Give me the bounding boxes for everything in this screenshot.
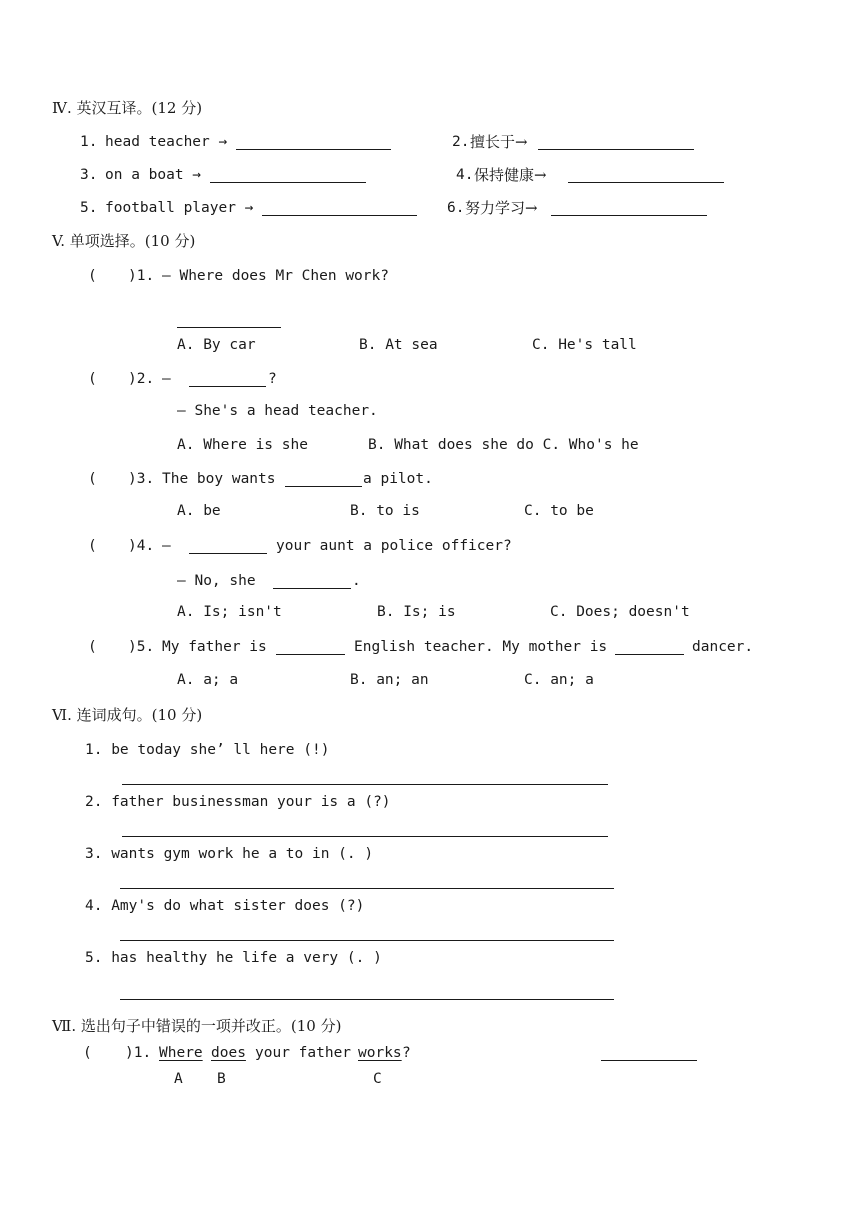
s7-q1-question-mark: ? bbox=[402, 1045, 411, 1061]
s5-q2-paren[interactable]: ( bbox=[88, 371, 97, 387]
s4-item-1-text: head teacher → bbox=[105, 134, 228, 150]
s5-q5-option-a: A. a; a bbox=[177, 672, 239, 688]
s5-q3-blank[interactable] bbox=[285, 486, 362, 487]
s4-item-4-blank[interactable] bbox=[568, 182, 724, 183]
s5-q3-number: )3. bbox=[128, 471, 155, 487]
s5-q3-option-a: A. be bbox=[177, 503, 221, 519]
s4-item-4-number: 4. bbox=[456, 167, 474, 183]
s4-item-6-text: 努力学习→ bbox=[465, 199, 538, 217]
s6-item-4-answer-line[interactable] bbox=[120, 940, 614, 941]
s5-q5-text: My father is bbox=[162, 639, 267, 655]
s5-q2-option-a: A. Where is she bbox=[177, 437, 308, 453]
s4-item-4-text: 保持健康→ bbox=[474, 166, 547, 184]
section-7-title: Ⅶ. 选出句子中错误的一项并改正。(10 分) bbox=[52, 1017, 342, 1035]
s5-q5-option-c: C. an; a bbox=[524, 672, 594, 688]
s5-q4-paren[interactable]: ( bbox=[88, 538, 97, 554]
s5-q4-reply: — No, she bbox=[177, 573, 256, 589]
s5-q5-blank-2[interactable] bbox=[615, 654, 684, 655]
s5-q5-number: )5. bbox=[128, 639, 155, 655]
s5-q4-blank-1[interactable] bbox=[189, 553, 267, 554]
s5-q1-paren[interactable]: ( bbox=[88, 268, 97, 284]
s6-item-3: 3. wants gym work he a to in (. ) bbox=[85, 846, 374, 862]
s5-q2-reply: — She's a head teacher. bbox=[177, 403, 378, 419]
s4-item-2-blank[interactable] bbox=[538, 149, 694, 150]
s6-item-3-answer-line[interactable] bbox=[120, 888, 614, 889]
s5-q5-text-end: dancer. bbox=[692, 639, 754, 655]
s7-q1-word-c: works bbox=[358, 1045, 402, 1061]
s7-q1-word-b: does bbox=[211, 1045, 246, 1061]
s5-q1-answer-blank[interactable] bbox=[177, 327, 281, 328]
s7-q1-number: )1. bbox=[125, 1045, 152, 1061]
s6-item-5-answer-line[interactable] bbox=[120, 999, 614, 1000]
s6-item-4: 4. Amy's do what sister does (?) bbox=[85, 898, 365, 914]
s5-q3-paren[interactable]: ( bbox=[88, 471, 97, 487]
s7-q1-label-c: C bbox=[373, 1071, 382, 1087]
s5-q4-text-end: your aunt a police officer? bbox=[276, 538, 512, 554]
s5-q4-reply-end: . bbox=[352, 573, 361, 589]
s5-q5-blank-1[interactable] bbox=[276, 654, 345, 655]
s5-q4-blank-2[interactable] bbox=[273, 588, 351, 589]
s5-q3-option-c: C. to be bbox=[524, 503, 594, 519]
s5-q1-option-a: A. By car bbox=[177, 337, 256, 353]
s4-item-5-blank[interactable] bbox=[262, 215, 417, 216]
s5-q5-option-b: B. an; an bbox=[350, 672, 429, 688]
s4-item-5-text: football player → bbox=[105, 200, 254, 216]
s5-q5-paren[interactable]: ( bbox=[88, 639, 97, 655]
s6-item-1-answer-line[interactable] bbox=[122, 784, 608, 785]
s7-q1-correction-blank[interactable] bbox=[601, 1060, 697, 1061]
section-5-title: V. 单项选择。(10 分) bbox=[52, 232, 196, 250]
s5-q2-option-b: B. What does she do C. Who's he bbox=[368, 437, 639, 453]
s7-q1-label-b: B bbox=[217, 1071, 226, 1087]
s4-item-3-number: 3. bbox=[80, 167, 98, 183]
s4-item-1-number: 1. bbox=[80, 134, 98, 150]
s7-q1-word-a: Where bbox=[159, 1045, 203, 1061]
s4-item-1-blank[interactable] bbox=[236, 149, 391, 150]
s6-item-1: 1. be today she’ ll here (!) bbox=[85, 742, 330, 758]
s5-q5-text-mid: English teacher. My mother is bbox=[354, 639, 608, 655]
s5-q3-text-end: a pilot. bbox=[363, 471, 433, 487]
s5-q2-text: — bbox=[162, 371, 171, 387]
s5-q1-number: )1. bbox=[128, 268, 155, 284]
s4-item-6-number: 6. bbox=[447, 200, 465, 216]
s5-q4-option-c: C. Does; doesn't bbox=[550, 604, 690, 620]
section-4-title: Ⅳ. 英汉互译。(12 分) bbox=[52, 99, 203, 117]
s6-item-5: 5. has healthy he life a very (. ) bbox=[85, 950, 382, 966]
s5-q1-option-c: C. He's tall bbox=[532, 337, 637, 353]
s5-q2-number: )2. bbox=[128, 371, 155, 387]
s5-q1-text: — Where does Mr Chen work? bbox=[162, 268, 389, 284]
s4-item-2-number: 2. bbox=[452, 134, 470, 150]
s4-item-3-text: on a boat → bbox=[105, 167, 202, 183]
s6-item-2: 2. father businessman your is a (?) bbox=[85, 794, 391, 810]
s5-q4-number: )4. bbox=[128, 538, 155, 554]
s7-q1-words-middle: your father bbox=[255, 1045, 352, 1061]
s5-q1-option-b: B. At sea bbox=[359, 337, 438, 353]
s6-item-2-answer-line[interactable] bbox=[122, 836, 608, 837]
section-6-title: Ⅵ. 连词成句。(10 分) bbox=[52, 706, 203, 724]
s5-q4-option-a: A. Is; isn't bbox=[177, 604, 282, 620]
s4-item-3-blank[interactable] bbox=[210, 182, 366, 183]
s4-item-6-blank[interactable] bbox=[551, 215, 707, 216]
s4-item-2-text: 擅长于→ bbox=[470, 133, 528, 151]
s5-q4-option-b: B. Is; is bbox=[377, 604, 456, 620]
s7-q1-paren[interactable]: ( bbox=[83, 1045, 92, 1061]
s5-q3-option-b: B. to is bbox=[350, 503, 420, 519]
s5-q3-text: The boy wants bbox=[162, 471, 276, 487]
s7-q1-label-a: A bbox=[174, 1071, 183, 1087]
s4-item-5-number: 5. bbox=[80, 200, 98, 216]
s5-q2-blank[interactable] bbox=[189, 386, 266, 387]
s5-q4-text: — bbox=[162, 538, 171, 554]
s5-q2-text-end: ? bbox=[268, 371, 277, 387]
